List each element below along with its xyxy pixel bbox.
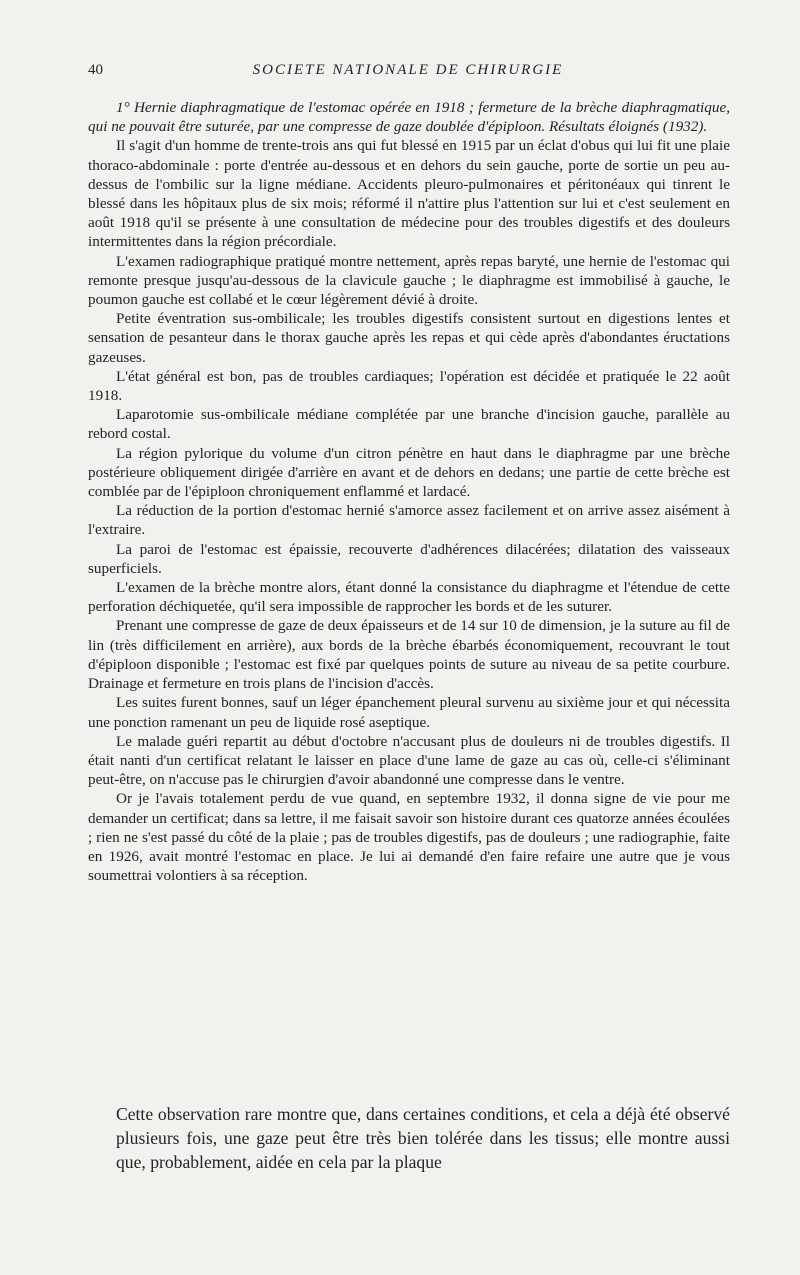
article-body [88, 98, 730, 885]
paragraph: Prenant une compresse de gaze de deux épaisseurs et de 14 sur 10 de dimension, je la suture au fil de lin (très difficilement en arrière), aux bords de la brèche ébarbés économiquement, recouvrant le tout d'épiploon disponible ; l'estomac est fixé par quelques points de suture au niveau de sa petite courbure. Drainage et fermeture en trois plans de l'incision d'accès. [88, 617, 730, 693]
paragraph: Petite éventration sus-ombilicale; les troubles digestifs consistent surtout en digestions lentes et sensation de pesanteur dans le thorax gauche après les repas et qui cède après d'abondantes éructations gazeuses. [88, 310, 730, 366]
paragraph: Le malade guéri repartit au début d'octobre n'accusant plus de douleurs ni de troubles digestifs. Il était nanti d'un certificat relatant le laisser en place d'une lame de gaze au cas où, celle-ci s'éliminant peut-être, on n'accuse pas le chirurgien d'avoir abandonné une compresse dans le ventre. [88, 732, 730, 789]
paragraph: Or je l'avais totalement perdu de vue quand, en septembre 1932, il donna signe de vie pour me demander un certificat; dans sa lettre, il me faisait savoir son histoire durant ces quatorze années écoulées ; rien ne s'est passé du côté de la plaie ; pas de troubles digestifs, pas de douleurs ; une radiographie, faite en 1926, avait montré l'estomac en place. Je lui ai demandé d'en faire refaire une autre que je vous soumettrai volontiers à sa réception. [88, 790, 730, 885]
paragraph: Laparotomie sus-ombilicale médiane complétée par une branche d'incision gauche, parallèle au rebord costal. [88, 406, 730, 443]
article-title: 1° Hernie diaphragmatique de l'estomac opérée en 1918 ; fermeture de la brèche diaphragmatique, qui ne pouvait être suturée, par une compresse de gaze doublée d'épiploon. Résultats éloignés (1932). [88, 99, 730, 136]
paragraph: L'examen radiographique pratiqué montre nettement, après repas baryté, une hernie de l'estomac qui remonte presque jusqu'au-dessous de la clavicule gauche ; le diaphragme est immobilisé à gauche, le poumon gauche est collabé et le cœur légèrement dévié à droite. [88, 252, 730, 309]
paragraph: La paroi de l'estomac est épaissie, recouverte d'adhérences dilacérées; dilatation des vaisseaux superficiels. [88, 540, 730, 577]
conclusion-section [116, 1102, 730, 1174]
paragraph: L'état général est bon, pas de troubles cardiaques; l'opération est décidée et pratiquée le 22 août 1918. [88, 367, 730, 405]
running-title: SOCIETE NATIONALE DE CHIRURGIE [252, 62, 564, 78]
page-header [88, 62, 728, 84]
paragraph: La réduction de la portion d'estomac hernié s'amorce assez facilement et on arrive assez aisément à l'extraire. [88, 502, 730, 539]
paragraph: La région pylorique du volume d'un citron pénètre en haut dans le diaphragme par une brèche postérieure obliquement dirigée d'arrière en avant et de dehors en dedans; une partie de cette brèche est comblée par de l'épiploon chroniquement enflammé et lardacé. [88, 444, 730, 501]
conclusion-text: Cette observation rare montre que, dans certaines conditions, et cela a déjà été observé plusieurs fois, une gaze peut être très bien tolérée dans les tissus; elle montre aussi que, probablement, aidée en cela par la plaque [116, 1104, 730, 1172]
paragraph: Il s'agit d'un homme de trente-trois ans qui fut blessé en 1915 par un éclat d'obus qui lui fit une plaie thoraco-abdominale : porte d'entrée au-dessous et en dehors du sein gauche, porte de sortie un peu au-dessus de l'ombilic sur la ligne médiane. Accidents pleuro-pulmonaires et péritonéaux qui tinrent le blessé dans les hôpitaux plus de six mois; réformé il n'attire plus l'attention sur lui et c'est seulement en août 1918 qu'il se présente à une consultation de médecine pour des troubles digestifs et des douleurs intermittentes dans la région précordiale. [88, 137, 730, 251]
paragraph: Les suites furent bonnes, sauf un léger épanchement pleural survenu au sixième jour et qui nécessita une ponction ramenant un peu de liquide rosé aseptique. [88, 694, 730, 731]
page-number: 40 [88, 62, 103, 78]
paragraph: L'examen de la brèche montre alors, étant donné la consistance du diaphragme et l'étendue de cette perforation déchiquetée, qu'il sera impossible de rapprocher les bords et de les suturer. [88, 579, 730, 616]
